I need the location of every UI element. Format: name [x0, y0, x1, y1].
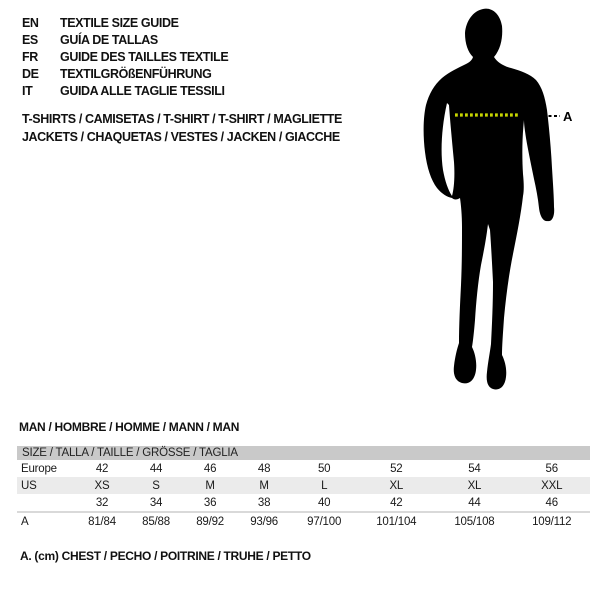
size-cell: 34 [149, 496, 163, 509]
row-label: Europe [21, 462, 57, 475]
row-label: US [17, 477, 75, 494]
language-label: GUÍA DE TALLAS [60, 33, 158, 47]
size-cell: 93/96 [237, 512, 291, 530]
language-code: IT [22, 84, 33, 98]
size-cell: 46 [203, 462, 217, 475]
language-row [22, 32, 228, 49]
language-code: DE [22, 67, 39, 81]
size-cell: 44 [468, 496, 481, 509]
size-cell: 48 [257, 462, 271, 475]
category-line-jackets: JACKETS / CHAQUETAS / VESTES / JACKEN / GIACCHE [22, 130, 340, 144]
size-cell: 38 [257, 496, 271, 509]
size-cell: 44 [149, 462, 163, 475]
size-cell: M [183, 477, 237, 494]
table-row-chest-cm [17, 512, 590, 530]
table-row-uk [17, 494, 590, 512]
size-table [17, 446, 590, 530]
size-cell: 40 [317, 496, 331, 509]
language-row [22, 66, 228, 83]
size-cell: XL [435, 477, 513, 494]
size-cell: 54 [468, 462, 481, 475]
man-silhouette [424, 9, 555, 390]
size-cell: M [237, 477, 291, 494]
footnote-chest-measure: A. (cm) CHEST / PECHO / POITRINE / TRUHE / PETTO [20, 549, 311, 563]
language-code: EN [22, 16, 39, 30]
language-label: TEXTILE SIZE GUIDE [60, 16, 179, 30]
measure-label-a: A [563, 109, 573, 124]
size-cell: 105/108 [435, 512, 513, 530]
size-cell: 32 [95, 496, 109, 509]
size-cell: S [129, 477, 183, 494]
size-cell: 46 [545, 496, 558, 509]
section-title-man: MAN / HOMBRE / HOMME / MANN / MAN [19, 420, 240, 434]
row-label [17, 494, 75, 512]
size-cell: 81/84 [75, 512, 129, 530]
size-cell: 56 [545, 462, 558, 475]
language-row [22, 15, 228, 32]
size-table-header-row [17, 446, 590, 460]
language-label: GUIDE DES TAILLES TEXTILE [60, 50, 229, 64]
language-label: TEXTILGRÖßENFÜHRUNG [60, 67, 212, 81]
size-cell: 42 [390, 496, 403, 509]
size-cell: L [291, 477, 357, 494]
language-row [22, 83, 228, 100]
size-table-header: SIZE / TALLA / TAILLE / GRÖSSE / TAGLIA [17, 446, 590, 460]
language-code: ES [22, 33, 38, 47]
language-list [22, 15, 228, 100]
size-cell: 101/104 [357, 512, 435, 530]
language-label: GUIDA ALLE TAGLIE TESSILI [60, 84, 225, 98]
size-cell: 52 [390, 462, 403, 475]
language-row [22, 49, 228, 66]
man-silhouette-figure [400, 0, 575, 400]
size-cell: 97/100 [291, 512, 357, 530]
category-line-tshirts: T-SHIRTS / CAMISETAS / T-SHIRT / T-SHIRT / MAGLIETTE [22, 112, 342, 126]
size-cell: 50 [317, 462, 331, 475]
size-cell: XS [75, 477, 129, 494]
size-cell: 36 [203, 496, 217, 509]
size-cell: XL [357, 477, 435, 494]
size-cell: 109/112 [513, 512, 590, 530]
size-cell: 42 [95, 462, 109, 475]
category-list [22, 110, 342, 146]
row-label: A [17, 512, 75, 530]
table-row-us [17, 477, 590, 494]
size-cell: 89/92 [183, 512, 237, 530]
table-row-europe [17, 460, 590, 477]
size-cell: XXL [513, 477, 590, 494]
size-cell: 85/88 [129, 512, 183, 530]
language-code: FR [22, 50, 38, 64]
